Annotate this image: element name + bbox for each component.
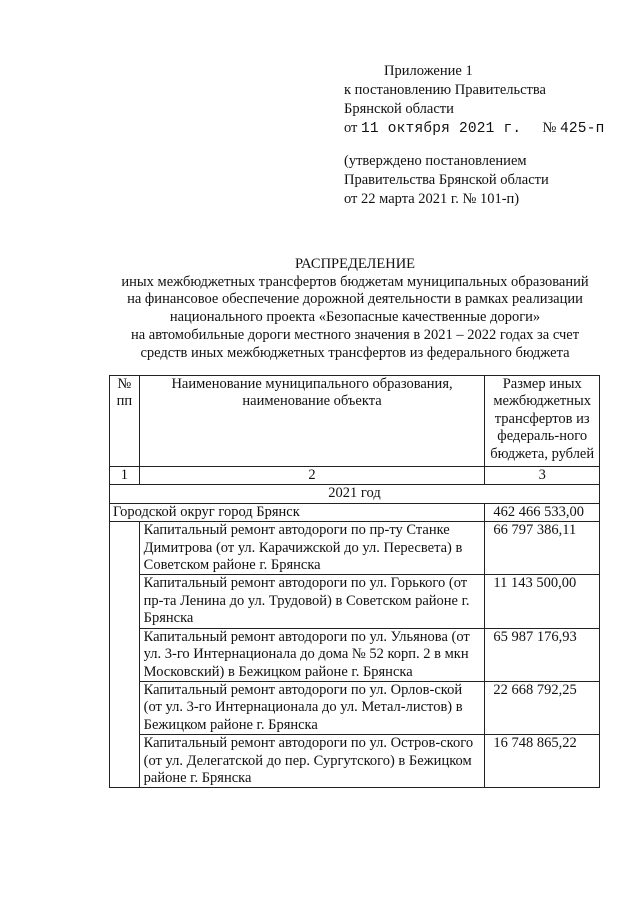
annex-date-prefix: от (344, 120, 358, 136)
header-name: Наименование муниципального образования, наименование объекта (139, 376, 485, 467)
document-heading (95, 256, 615, 362)
object-name: Капитальный ремонт автодороги по пр-ту Станке Димитрова (от ул. Карачижской до ул. Пересвета) в Советском районе г. Брянска (139, 522, 485, 575)
distribution-table (109, 375, 600, 788)
municipality-amount: 462 466 533,00 (485, 503, 600, 521)
document-title: РАСПРЕДЕЛЕНИЕ (294, 256, 416, 272)
object-amount: 66 797 386,11 (485, 522, 600, 575)
table-row (110, 681, 600, 734)
object-amount: 16 748 865,22 (485, 735, 600, 788)
column-number-row (110, 467, 600, 485)
object-amount: 11 143 500,00 (485, 575, 600, 628)
municipality-total-row (110, 503, 600, 521)
heading-line-2: на финансовое обеспечение дорожной деятельности в рамках реализации (127, 291, 583, 308)
object-name: Капитальный ремонт автодороги по ул. Остров-ского (от ул. Делегатской до пер. Сургутского) в Бежицком районе г. Брянска (139, 735, 485, 788)
approved-note (344, 152, 549, 209)
object-amount: 65 987 176,93 (485, 628, 600, 681)
heading-line-4: на автомобильные дороги местного значения в 2021 – 2022 годах за счет (130, 326, 580, 343)
annex-date-value: 11 октября 2021 г. (361, 121, 522, 137)
column-number-2: 2 (139, 467, 485, 485)
table-row (110, 522, 600, 575)
heading-line-5: средств иных межбюджетных трансфертов из федерального бюджета (140, 344, 570, 361)
heading-line-3: национального проекта «Безопасные качественные дороги» (169, 309, 541, 326)
table-row (110, 735, 600, 788)
column-number-3: 3 (485, 467, 600, 485)
object-name: Капитальный ремонт автодороги по ул. Орлов-ской (от ул. 3-го Интернационала до ул. Метал-листов) в Бежицком районе г. Брянска (139, 681, 485, 734)
approved-line-2: Правительства Брянской области (344, 172, 549, 188)
annex-number-prefix: № (542, 120, 557, 136)
table-header-row (110, 376, 600, 467)
annex-date-line (344, 119, 605, 139)
approved-line-1: (утверждено постановлением (344, 153, 527, 169)
object-name: Капитальный ремонт автодороги по ул. Ульянова (от ул. 3-го Интернационала до дома № 52 корп. 2 в мкн Московский) в Бежицком районе г. Брянска (139, 628, 485, 681)
heading-line-1: иных межбюджетных трансфертов бюджетам муниципальных образований (121, 273, 589, 290)
annex-line-2: к постановлению Правительства (344, 82, 546, 98)
table-row (110, 575, 600, 628)
empty-number-cell (110, 522, 140, 788)
object-amount: 22 668 792,25 (485, 681, 600, 734)
annex-number-value: 425-п (559, 121, 605, 137)
annex-line-3: Брянской области (344, 101, 454, 117)
annex-block (344, 62, 605, 139)
object-name: Капитальный ремонт автодороги по ул. Горького (от пр-та Ленина до ул. Трудовой) в Советском районе г. Брянска (139, 575, 485, 628)
approved-line-3: от 22 марта 2021 г. № 101-п) (344, 191, 520, 207)
header-amount: Размер иных межбюджетных трансфертов из федераль-ного бюджета, рублей (485, 376, 600, 467)
municipality-name: Городской округ город Брянск (110, 503, 485, 521)
column-number-1: 1 (110, 467, 140, 485)
table-row (110, 628, 600, 681)
header-number: № пп (110, 376, 140, 467)
annex-line-1: Приложение 1 (384, 63, 473, 79)
year-label: 2021 год (110, 485, 600, 503)
year-row (110, 485, 600, 503)
